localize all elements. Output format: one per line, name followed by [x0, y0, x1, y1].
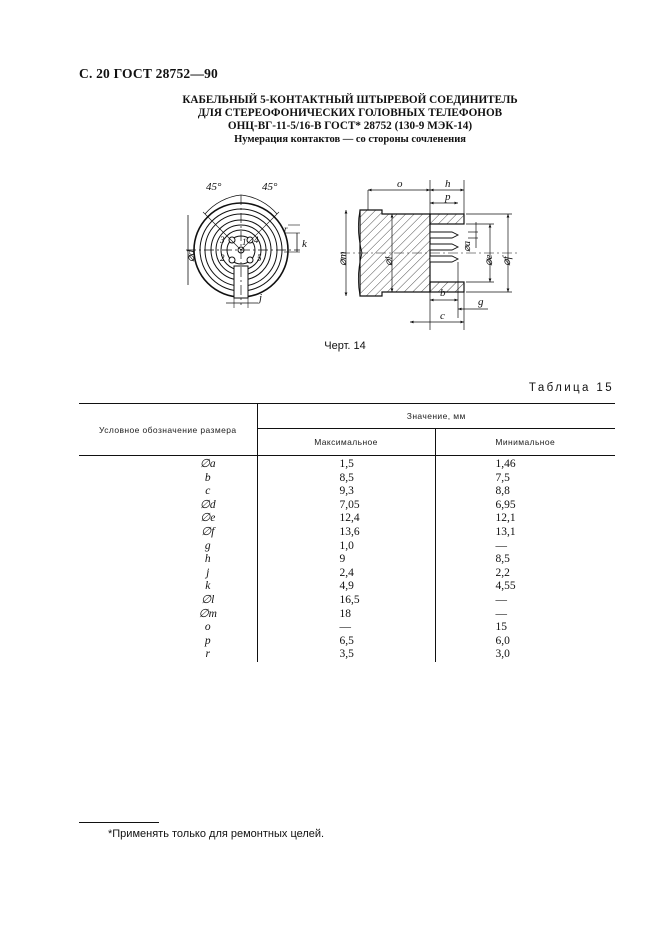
- dim-label-p: p: [445, 191, 451, 203]
- dimension-name-cell: g: [204, 539, 211, 552]
- min-value-cell: 6,0: [435, 635, 615, 649]
- footnote: *Применять только для ремонтных целей.: [108, 828, 325, 840]
- min-value-cell: 13,1: [435, 526, 615, 540]
- max-value-cell: 18: [257, 608, 435, 622]
- table-row: [79, 648, 615, 662]
- dimension-name-cell: o: [204, 621, 211, 634]
- max-value-cell: 9: [257, 553, 435, 567]
- table-row: [79, 553, 615, 567]
- dim-label-o: o: [397, 178, 403, 190]
- table-row: [79, 567, 615, 581]
- dim-label-k: k: [302, 238, 307, 250]
- max-value-cell: 13,6: [257, 526, 435, 540]
- title-line-3: ОНЦ-ВГ-11-5/16-В ГОСТ* 28752 (130-9 МЭК-14): [227, 120, 473, 132]
- dim-label-h: h: [445, 178, 451, 190]
- dimension-name-cell: k: [205, 580, 211, 593]
- table-row: [79, 580, 615, 594]
- max-value-cell: 7,05: [257, 499, 435, 513]
- dim-label-b: b: [440, 287, 446, 299]
- contact-label: 4: [254, 235, 259, 245]
- table-row: [79, 526, 615, 540]
- contact-label: 5: [257, 253, 262, 263]
- min-value-cell: 8,5: [435, 553, 615, 567]
- max-value-cell: 1,0: [257, 540, 435, 554]
- dim-label-d: ⌀d: [185, 249, 197, 262]
- min-value-cell: —: [435, 540, 615, 554]
- dimension-name-cell: ∅e: [200, 512, 216, 525]
- page-header: С. 20 ГОСТ 28752—90: [79, 66, 218, 81]
- title-subtitle: Нумерация контактов — со стороны сочленения: [234, 134, 466, 145]
- table-body: [79, 456, 615, 662]
- dimension-name-cell: ∅d: [199, 498, 216, 511]
- table-row: [79, 635, 615, 649]
- dim-label-j: j: [259, 292, 263, 304]
- dimension-name-cell: h: [204, 553, 211, 566]
- connector-drawing: [0, 0, 661, 360]
- min-value-cell: 4,55: [435, 580, 615, 594]
- max-value-cell: 3,5: [257, 648, 435, 662]
- max-value-cell: 8,5: [257, 472, 435, 486]
- column-header-max: Максимальное: [257, 429, 435, 456]
- max-value-cell: —: [257, 621, 435, 635]
- min-value-cell: 6,95: [435, 499, 615, 513]
- front-view: [186, 195, 300, 308]
- table-row: [79, 456, 615, 472]
- dimension-name-cell: j: [206, 566, 210, 579]
- max-value-cell: 9,3: [257, 485, 435, 499]
- table-row: [79, 485, 615, 499]
- min-value-cell: —: [435, 594, 615, 608]
- table-label: Таблица 15: [528, 382, 614, 394]
- column-header-designation: Условное обозначение размера: [99, 424, 237, 435]
- angle-label-left: 45°: [206, 181, 222, 193]
- min-value-cell: 15: [435, 621, 615, 635]
- footnote-divider: [79, 822, 159, 823]
- contact-label: 3: [220, 235, 225, 245]
- table-row: [79, 621, 615, 635]
- max-value-cell: 16,5: [257, 594, 435, 608]
- min-value-cell: 12,1: [435, 512, 615, 526]
- column-header-min: Минимальное: [435, 429, 615, 456]
- dim-label-c: c: [440, 310, 445, 322]
- min-value-cell: 2,2: [435, 567, 615, 581]
- dim-label-a: ⌀a: [462, 240, 473, 252]
- dim-label-l: ⌀l: [383, 256, 395, 266]
- dim-label-r: r: [284, 224, 288, 234]
- figure-caption: Черт. 14: [324, 340, 366, 352]
- min-value-cell: 7,5: [435, 472, 615, 486]
- dimension-name-cell: ∅a: [199, 458, 216, 470]
- side-view: [340, 210, 520, 296]
- dim-label-m: ⌀m: [337, 251, 349, 266]
- dimension-name-cell: b: [204, 471, 211, 484]
- table-row: [79, 594, 615, 608]
- dimensions-table: [79, 403, 615, 662]
- dimension-name-cell: c: [205, 485, 211, 498]
- min-value-cell: —: [435, 608, 615, 622]
- max-value-cell: 4,9: [257, 580, 435, 594]
- contact-label: 1: [242, 237, 247, 247]
- min-value-cell: 3,0: [435, 648, 615, 662]
- table-row: [79, 499, 615, 513]
- contact-label: 2: [220, 253, 225, 263]
- dim-label-g: g: [478, 296, 484, 308]
- max-value-cell: 6,5: [257, 635, 435, 649]
- angle-label-right: 45°: [262, 181, 278, 193]
- column-header-value: Значение, мм: [257, 404, 615, 429]
- min-value-cell: 8,8: [435, 485, 615, 499]
- table-row: [79, 608, 615, 622]
- title-line-2: ДЛЯ СТЕРЕОФОНИЧЕСКИХ ГОЛОВНЫХ ТЕЛЕФОНОВ: [197, 107, 503, 119]
- dim-label-f: ⌀f: [501, 256, 513, 266]
- dim-label-e: ⌀e: [483, 254, 495, 266]
- dimension-name-cell: ∅f: [201, 525, 215, 538]
- min-value-cell: 1,46: [435, 456, 615, 472]
- dimension-name-cell: ∅m: [198, 607, 217, 620]
- table-row: [79, 540, 615, 554]
- max-value-cell: 2,4: [257, 567, 435, 581]
- table-row: [79, 472, 615, 486]
- table-row: [79, 512, 615, 526]
- title-line-1: КАБЕЛЬНЫЙ 5-КОНТАКТНЫЙ ШТЫРЕВОЙ СОЕДИНИТЕЛЬ: [182, 94, 518, 106]
- max-value-cell: 12,4: [257, 512, 435, 526]
- max-value-cell: 1,5: [257, 456, 435, 472]
- dimension-name-cell: r: [205, 648, 210, 661]
- dimension-name-cell: ∅l: [201, 593, 215, 606]
- dimension-name-cell: p: [204, 634, 211, 647]
